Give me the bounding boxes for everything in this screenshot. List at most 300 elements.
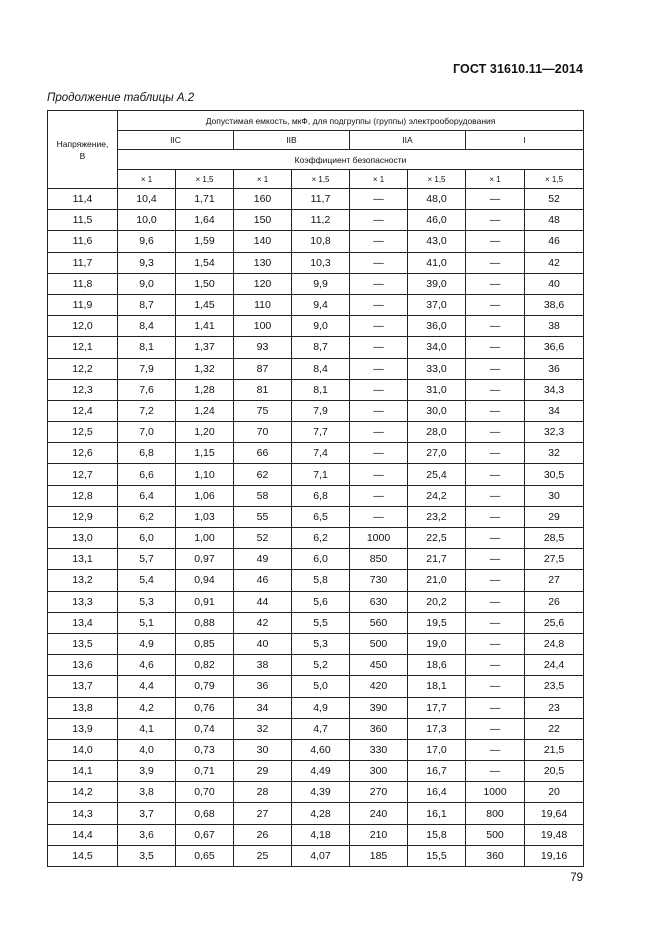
capacitance-cell: — — [466, 633, 525, 654]
capacitance-cell: 1,00 — [176, 528, 234, 549]
voltage-cell: 14,2 — [48, 782, 118, 803]
table-row — [48, 528, 584, 549]
group-header-iia: IIA — [350, 131, 466, 150]
capacitance-cell: 62 — [234, 464, 292, 485]
capacitance-cell: — — [466, 676, 525, 697]
capacitance-cell: 5,5 — [292, 612, 350, 633]
capacitance-cell: 0,68 — [176, 803, 234, 824]
table-row — [48, 294, 584, 315]
capacitance-cell: 58 — [234, 485, 292, 506]
capacitance-cell: 23,5 — [525, 676, 584, 697]
capacitance-cell: 9,6 — [118, 231, 176, 252]
capacitance-cell: — — [466, 739, 525, 760]
voltage-cell: 11,8 — [48, 273, 118, 294]
capacitance-cell: 1,37 — [176, 337, 234, 358]
capacitance-cell: 5,1 — [118, 612, 176, 633]
capacitance-cell: 11,7 — [292, 189, 350, 210]
capacitance-cell: 1,41 — [176, 316, 234, 337]
capacitance-cell: 38,6 — [525, 294, 584, 315]
capacitance-cell: 20,5 — [525, 761, 584, 782]
capacitance-cell: 450 — [350, 655, 408, 676]
capacitance-cell: — — [466, 443, 525, 464]
capacitance-cell: 1,06 — [176, 485, 234, 506]
capacitance-cell: 9,9 — [292, 273, 350, 294]
voltage-cell: 11,4 — [48, 189, 118, 210]
capacitance-cell: 0,97 — [176, 549, 234, 570]
capacitance-cell: 4,0 — [118, 739, 176, 760]
capacitance-cell: — — [466, 358, 525, 379]
capacitance-cell: 6,6 — [118, 464, 176, 485]
voltage-cell: 12,3 — [48, 379, 118, 400]
voltage-cell: 12,1 — [48, 337, 118, 358]
capacitance-cell: 5,7 — [118, 549, 176, 570]
capacitance-cell: 1,28 — [176, 379, 234, 400]
capacitance-cell: — — [350, 252, 408, 273]
capacitance-cell: — — [466, 422, 525, 443]
capacitance-cell: — — [466, 231, 525, 252]
voltage-cell: 13,8 — [48, 697, 118, 718]
voltage-cell: 13,6 — [48, 655, 118, 676]
capacitance-cell: — — [466, 528, 525, 549]
capacitance-cell: 8,1 — [292, 379, 350, 400]
capacitance-cell: 4,2 — [118, 697, 176, 718]
capacitance-cell: — — [466, 697, 525, 718]
factor-header: × 1,5 — [408, 170, 466, 189]
capacitance-cell: 4,18 — [292, 824, 350, 845]
capacitance-cell: 34,0 — [408, 337, 466, 358]
capacitance-cell: 0,79 — [176, 676, 234, 697]
voltage-cell: 11,6 — [48, 231, 118, 252]
capacitance-cell: 38 — [234, 655, 292, 676]
capacitance-cell: 850 — [350, 549, 408, 570]
capacitance-cell: 27 — [234, 803, 292, 824]
capacitance-cell: 240 — [350, 803, 408, 824]
capacitance-cell: 19,48 — [525, 824, 584, 845]
table-row — [48, 761, 584, 782]
capacitance-cell: 26 — [525, 591, 584, 612]
capacitance-cell: 19,0 — [408, 633, 466, 654]
capacitance-cell: — — [466, 591, 525, 612]
factor-header: × 1 — [118, 170, 176, 189]
capacitance-cell: 390 — [350, 697, 408, 718]
table-row — [48, 655, 584, 676]
capacitance-cell: 7,7 — [292, 422, 350, 443]
capacitance-cell: 3,5 — [118, 845, 176, 866]
capacitance-cell: 210 — [350, 824, 408, 845]
capacitance-cell: 18,1 — [408, 676, 466, 697]
capacitance-cell: 5,2 — [292, 655, 350, 676]
capacitance-cell: 500 — [350, 633, 408, 654]
factor-header: × 1,5 — [292, 170, 350, 189]
capacitance-cell: 43,0 — [408, 231, 466, 252]
capacitance-cell: 38 — [525, 316, 584, 337]
capacitance-cell: 22,5 — [408, 528, 466, 549]
capacitance-cell: 36,6 — [525, 337, 584, 358]
capacitance-cell: 150 — [234, 210, 292, 231]
voltage-cell: 13,1 — [48, 549, 118, 570]
capacitance-cell: 6,8 — [292, 485, 350, 506]
capacitance-cell: — — [350, 464, 408, 485]
capacitance-cell: 3,9 — [118, 761, 176, 782]
table-row — [48, 231, 584, 252]
factor-header: × 1,5 — [176, 170, 234, 189]
capacitance-cell: 19,5 — [408, 612, 466, 633]
document-code: ГОСТ 31610.11—2014 — [452, 62, 583, 76]
voltage-cell: 13,5 — [48, 633, 118, 654]
capacitance-cell: 360 — [466, 845, 525, 866]
capacitance-cell: 8,7 — [292, 337, 350, 358]
capacitance-cell: 31,0 — [408, 379, 466, 400]
capacitance-cell: 1,15 — [176, 443, 234, 464]
capacitance-cell: 81 — [234, 379, 292, 400]
voltage-header-line1: Напряжение, — [56, 138, 109, 149]
voltage-cell: 13,3 — [48, 591, 118, 612]
capacitance-cell: 44 — [234, 591, 292, 612]
capacitance-cell: 360 — [350, 718, 408, 739]
table-row — [48, 633, 584, 654]
capacitance-cell: 15,8 — [408, 824, 466, 845]
voltage-cell: 12,4 — [48, 400, 118, 421]
capacitance-cell: 42 — [234, 612, 292, 633]
capacitance-cell: 130 — [234, 252, 292, 273]
capacitance-cell: 100 — [234, 316, 292, 337]
table-row — [48, 718, 584, 739]
voltage-cell: 13,4 — [48, 612, 118, 633]
capacitance-cell: 9,0 — [292, 316, 350, 337]
capacitance-cell: 32,3 — [525, 422, 584, 443]
capacitance-cell: 4,6 — [118, 655, 176, 676]
capacitance-cell: 52 — [525, 189, 584, 210]
table-row — [48, 189, 584, 210]
capacitance-cell: 6,8 — [118, 443, 176, 464]
capacitance-cell: 7,6 — [118, 379, 176, 400]
table-row — [48, 697, 584, 718]
capacitance-cell: — — [466, 316, 525, 337]
capacitance-cell: 1,20 — [176, 422, 234, 443]
table-row — [48, 591, 584, 612]
capacitance-cell: 0,74 — [176, 718, 234, 739]
capacitance-cell: 24,8 — [525, 633, 584, 654]
capacitance-cell: 420 — [350, 676, 408, 697]
table-row — [48, 316, 584, 337]
capacitance-cell: 1,24 — [176, 400, 234, 421]
capacitance-cell: 34 — [234, 697, 292, 718]
capacitance-cell: 40 — [525, 273, 584, 294]
capacitance-cell: 49 — [234, 549, 292, 570]
capacitance-cell: — — [466, 506, 525, 527]
capacitance-cell: 29 — [525, 506, 584, 527]
capacitance-cell: 10,4 — [118, 189, 176, 210]
capacitance-cell: 37,0 — [408, 294, 466, 315]
capacitance-cell: — — [466, 464, 525, 485]
capacitance-cell: 0,82 — [176, 655, 234, 676]
table-row — [48, 464, 584, 485]
capacitance-cell: 5,3 — [118, 591, 176, 612]
table-row — [48, 358, 584, 379]
capacitance-cell: 10,0 — [118, 210, 176, 231]
capacitance-cell: 4,07 — [292, 845, 350, 866]
capacitance-cell: — — [350, 422, 408, 443]
voltage-cell: 11,7 — [48, 252, 118, 273]
capacitance-cell: 23 — [525, 697, 584, 718]
capacitance-cell: 66 — [234, 443, 292, 464]
table-row — [48, 273, 584, 294]
capacitance-cell: 270 — [350, 782, 408, 803]
capacitance-cell: 39,0 — [408, 273, 466, 294]
capacitance-cell: 17,7 — [408, 697, 466, 718]
group-header-iib: IIB — [234, 131, 350, 150]
capacitance-cell: — — [350, 210, 408, 231]
capacitance-cell: 87 — [234, 358, 292, 379]
capacitance-cell: 6,2 — [118, 506, 176, 527]
page-number: 79 — [570, 872, 583, 884]
capacitance-cell: 19,64 — [525, 803, 584, 824]
capacitance-cell: 6,5 — [292, 506, 350, 527]
table-row — [48, 379, 584, 400]
voltage-cell: 13,0 — [48, 528, 118, 549]
capacitance-cell: 3,8 — [118, 782, 176, 803]
capacitance-cell: — — [466, 294, 525, 315]
capacitance-cell: 36 — [525, 358, 584, 379]
capacitance-cell: 4,39 — [292, 782, 350, 803]
capacitance-cell: 16,4 — [408, 782, 466, 803]
capacitance-cell: 21,0 — [408, 570, 466, 591]
capacitance-cell: 6,2 — [292, 528, 350, 549]
capacitance-cell: 17,3 — [408, 718, 466, 739]
voltage-cell: 13,7 — [48, 676, 118, 697]
capacitance-cell: 6,0 — [292, 549, 350, 570]
voltage-cell: 12,2 — [48, 358, 118, 379]
table-row — [48, 803, 584, 824]
capacitance-cell: 34,3 — [525, 379, 584, 400]
capacitance-cell: 185 — [350, 845, 408, 866]
capacitance-cell: 4,9 — [292, 697, 350, 718]
capacitance-cell: 48,0 — [408, 189, 466, 210]
capacitance-cell: 7,2 — [118, 400, 176, 421]
capacitance-cell: 19,16 — [525, 845, 584, 866]
capacitance-cell: 140 — [234, 231, 292, 252]
capacitance-cell: — — [350, 273, 408, 294]
capacitance-cell: 3,7 — [118, 803, 176, 824]
capacitance-cell: 30 — [234, 739, 292, 760]
capacitance-cell: 7,9 — [118, 358, 176, 379]
capacitance-cell: 36,0 — [408, 316, 466, 337]
capacitance-cell: 9,0 — [118, 273, 176, 294]
capacitance-cell: 5,0 — [292, 676, 350, 697]
factor-header: × 1 — [466, 170, 525, 189]
capacitance-cell: — — [466, 273, 525, 294]
capacitance-cell: 7,1 — [292, 464, 350, 485]
table-row — [48, 570, 584, 591]
table-row — [48, 612, 584, 633]
capacitance-cell: 4,1 — [118, 718, 176, 739]
capacitance-cell: — — [350, 316, 408, 337]
capacitance-cell: — — [350, 189, 408, 210]
capacitance-cell: 30 — [525, 485, 584, 506]
capacitance-cell: 560 — [350, 612, 408, 633]
capacitance-cell: — — [466, 379, 525, 400]
voltage-cell: 12,0 — [48, 316, 118, 337]
capacitance-cell: 21,7 — [408, 549, 466, 570]
capacitance-cell: 4,28 — [292, 803, 350, 824]
capacitance-cell: 33,0 — [408, 358, 466, 379]
capacitance-cell: — — [350, 506, 408, 527]
capacitance-cell: 27 — [525, 570, 584, 591]
capacitance-cell: 120 — [234, 273, 292, 294]
capacitance-cell: 0,73 — [176, 739, 234, 760]
capacitance-cell: 30,5 — [525, 464, 584, 485]
capacitance-cell: 17,0 — [408, 739, 466, 760]
capacitance-cell: 3,6 — [118, 824, 176, 845]
capacitance-cell: 10,3 — [292, 252, 350, 273]
capacitance-cell: 8,7 — [118, 294, 176, 315]
capacitance-cell: 30,0 — [408, 400, 466, 421]
voltage-header-line2: В — [79, 150, 86, 161]
voltage-cell: 12,7 — [48, 464, 118, 485]
capacitance-cell: 1,64 — [176, 210, 234, 231]
capacitance-cell: 1000 — [350, 528, 408, 549]
group-header-i: I — [466, 131, 584, 150]
capacitance-cell: 34 — [525, 400, 584, 421]
capacitance-cell: 1,03 — [176, 506, 234, 527]
capacitance-cell: 330 — [350, 739, 408, 760]
capacitance-cell: 0,70 — [176, 782, 234, 803]
capacitance-cell: 20,2 — [408, 591, 466, 612]
capacitance-cell: 28,0 — [408, 422, 466, 443]
table-row — [48, 337, 584, 358]
capacitance-cell: 8,4 — [292, 358, 350, 379]
capacitance-cell: 0,71 — [176, 761, 234, 782]
capacitance-cell: 24,4 — [525, 655, 584, 676]
capacitance-table — [47, 110, 584, 867]
capacitance-cell: 0,65 — [176, 845, 234, 866]
capacitance-cell: 0,94 — [176, 570, 234, 591]
capacitance-cell: 7,0 — [118, 422, 176, 443]
capacitance-cell: — — [350, 379, 408, 400]
capacitance-cell: 5,8 — [292, 570, 350, 591]
capacitance-cell: — — [350, 231, 408, 252]
capacitance-cell: 29 — [234, 761, 292, 782]
table-row — [48, 739, 584, 760]
capacitance-cell: 28 — [234, 782, 292, 803]
capacitance-cell: — — [466, 718, 525, 739]
capacitance-cell: 46,0 — [408, 210, 466, 231]
capacitance-cell: — — [466, 612, 525, 633]
capacitance-cell: 42 — [525, 252, 584, 273]
capacitance-cell: 4,49 — [292, 761, 350, 782]
capacitance-cell: 5,4 — [118, 570, 176, 591]
capacitance-cell: 27,0 — [408, 443, 466, 464]
capacitance-cell: 0,88 — [176, 612, 234, 633]
capacitance-cell: 75 — [234, 400, 292, 421]
table-row — [48, 845, 584, 866]
table-row — [48, 506, 584, 527]
capacitance-cell: 11,2 — [292, 210, 350, 231]
capacitance-cell: 4,9 — [118, 633, 176, 654]
capacitance-cell: 1,10 — [176, 464, 234, 485]
capacitance-cell: — — [466, 252, 525, 273]
capacitance-cell: 41,0 — [408, 252, 466, 273]
capacitance-cell: 52 — [234, 528, 292, 549]
table-row — [48, 210, 584, 231]
capacitance-cell: 1,50 — [176, 273, 234, 294]
table-row — [48, 252, 584, 273]
capacitance-cell: 25 — [234, 845, 292, 866]
capacitance-cell: 8,1 — [118, 337, 176, 358]
table-caption: Продолжение таблицы А.2 — [47, 92, 195, 104]
table-body — [48, 189, 584, 867]
capacitance-cell: 40 — [234, 633, 292, 654]
capacitance-cell: — — [466, 570, 525, 591]
capacitance-cell: — — [466, 400, 525, 421]
capacitance-cell: — — [350, 337, 408, 358]
capacitance-cell: 93 — [234, 337, 292, 358]
capacitance-cell: — — [466, 210, 525, 231]
capacitance-cell: 0,91 — [176, 591, 234, 612]
capacitance-cell: 800 — [466, 803, 525, 824]
capacitance-cell: 110 — [234, 294, 292, 315]
capacitance-cell: 0,67 — [176, 824, 234, 845]
voltage-cell: 13,2 — [48, 570, 118, 591]
capacitance-cell: — — [466, 189, 525, 210]
table-header — [48, 111, 584, 189]
voltage-cell: 14,1 — [48, 761, 118, 782]
voltage-cell: 14,3 — [48, 803, 118, 824]
voltage-cell: 14,4 — [48, 824, 118, 845]
capacitance-cell: 25,6 — [525, 612, 584, 633]
voltage-cell: 12,6 — [48, 443, 118, 464]
voltage-column-header — [48, 111, 118, 189]
capacitance-cell: — — [350, 400, 408, 421]
capacitance-cell: 46 — [234, 570, 292, 591]
capacitance-cell: — — [466, 485, 525, 506]
capacitance-cell: — — [350, 443, 408, 464]
capacitance-cell: 160 — [234, 189, 292, 210]
capacitance-cell: 1000 — [466, 782, 525, 803]
capacity-header: Допустимая емкость, мкФ, для подгруппы (группы) электрооборудования — [118, 111, 584, 131]
table-row — [48, 400, 584, 421]
capacitance-cell: — — [466, 655, 525, 676]
voltage-cell: 12,9 — [48, 506, 118, 527]
table-row — [48, 824, 584, 845]
capacitance-cell: 26 — [234, 824, 292, 845]
capacitance-cell: 730 — [350, 570, 408, 591]
capacitance-cell: 9,4 — [292, 294, 350, 315]
capacitance-cell: 48 — [525, 210, 584, 231]
capacitance-cell: 25,4 — [408, 464, 466, 485]
capacitance-cell: 5,6 — [292, 591, 350, 612]
group-header-iic: IIC — [118, 131, 234, 150]
voltage-cell: 14,5 — [48, 845, 118, 866]
capacitance-cell: 32 — [525, 443, 584, 464]
safety-factor-header: Коэффициент безопасности — [118, 150, 584, 170]
capacitance-cell: 300 — [350, 761, 408, 782]
factor-header: × 1 — [234, 170, 292, 189]
capacitance-cell: 16,1 — [408, 803, 466, 824]
capacitance-cell: 8,4 — [118, 316, 176, 337]
table-row — [48, 676, 584, 697]
capacitance-cell: 1,54 — [176, 252, 234, 273]
table-row — [48, 549, 584, 570]
capacitance-cell: 16,7 — [408, 761, 466, 782]
capacitance-cell: 24,2 — [408, 485, 466, 506]
capacitance-cell: 5,3 — [292, 633, 350, 654]
capacitance-cell: 70 — [234, 422, 292, 443]
voltage-cell: 14,0 — [48, 739, 118, 760]
capacitance-cell: 36 — [234, 676, 292, 697]
capacitance-cell: — — [350, 294, 408, 315]
capacitance-cell: 4,4 — [118, 676, 176, 697]
